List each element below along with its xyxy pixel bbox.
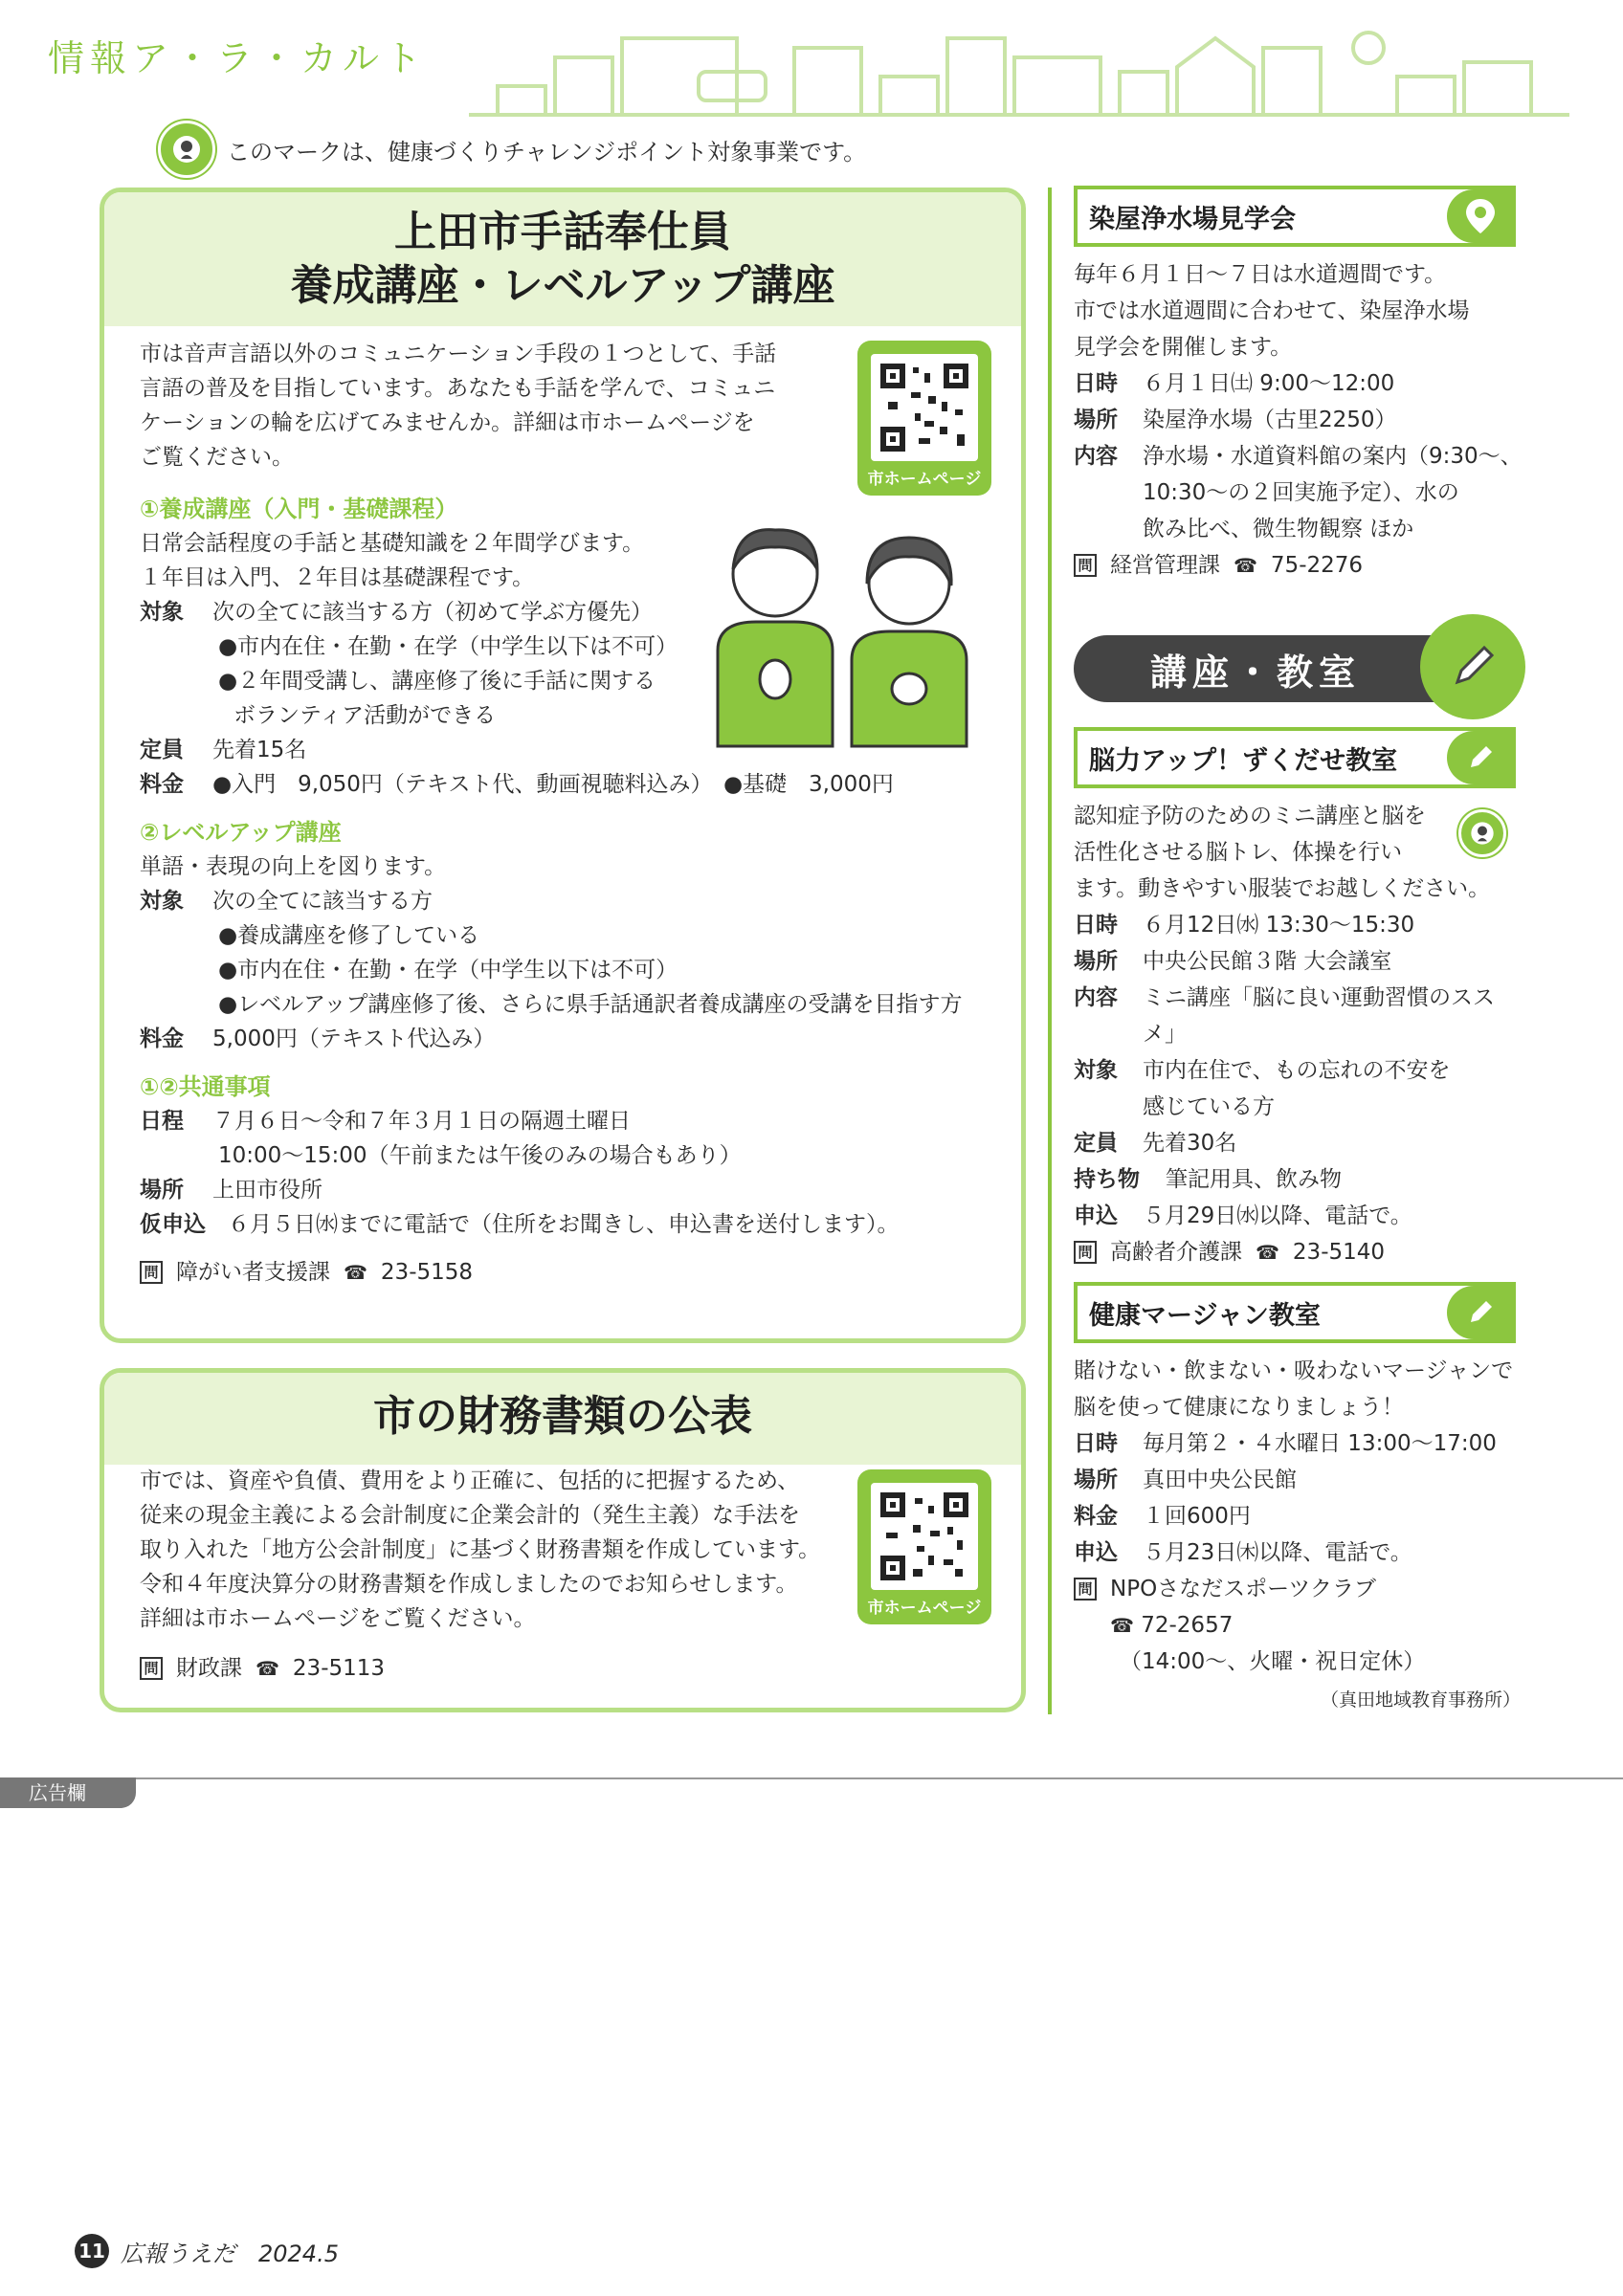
basic-target-bullet: ●市内在住・在勤・在学（中学生以下は不可） (218, 634, 678, 659)
label: 内容 (1074, 444, 1118, 469)
value: ６月12日㈬ 13:30～15:30 (1143, 913, 1415, 938)
somea-date-row (1074, 365, 1523, 402)
brain-target-cont: 感じている方 (1143, 1094, 1275, 1119)
basic-fee-row (140, 767, 1030, 802)
somea-heading (1074, 186, 1516, 247)
finance-line: 市では、資産や負債、費用をより正確に、包括的に把握するため、 (140, 1468, 800, 1493)
contact-dept: 経営管理課 (1110, 553, 1220, 578)
brain-apply-row (1074, 1198, 1523, 1234)
challenge-point-note-text: このマークは、健康づくりチャレンジポイント対象事業です。 (227, 138, 867, 166)
label: 定員 (140, 738, 184, 762)
label: 持ち物 (1074, 1167, 1140, 1192)
label: 対象 (140, 600, 184, 625)
town-skyline-illustration (469, 19, 1569, 124)
common-apply-row (140, 1207, 1030, 1242)
levelup-fee-row (140, 1022, 1030, 1056)
inquiry-icon: 問 (140, 1261, 163, 1284)
publication-name: 広報うえだ 2024.5 (121, 2240, 339, 2267)
levelup-target-bullet: ●養成講座を修了している (218, 923, 480, 948)
brain-line: 活性化させる脳トレ、体操を行い (1074, 840, 1403, 865)
brain-date-row (1074, 907, 1523, 943)
contact-dept: 財政課 (176, 1656, 242, 1681)
value: 中央公民館３階 大会議室 (1143, 949, 1392, 974)
brain-contact (1074, 1234, 1523, 1270)
sign-title-line1: 上田市手話奉仕員 (394, 208, 731, 256)
mahjong-apply-row (1074, 1534, 1523, 1571)
basic-target-bullet: ●２年間受講し、講座修了後に手話に関する (218, 669, 656, 694)
phone-icon: ☎ (1234, 554, 1257, 577)
label: 定員 (1074, 1131, 1118, 1156)
sign-contact (140, 1255, 1030, 1290)
levelup-target-bullet: ●レベルアップ講座修了後、さらに県手話通訳者養成講座の受講を目指す方 (218, 992, 963, 1017)
value: １回600円 (1143, 1504, 1251, 1529)
sign-language-people-illustration (699, 517, 976, 756)
label: 日時 (1074, 913, 1118, 938)
contact-tel: 72-2657 (1141, 1613, 1234, 1638)
phone-icon: ☎ (1110, 1614, 1134, 1637)
finance-line: 詳細は市ホームページをご覧ください。 (140, 1606, 536, 1631)
value: 毎月第２・４水曜日 13:00～17:00 (1143, 1431, 1497, 1456)
health-challenge-mark-icon (1458, 809, 1506, 857)
finance-body (140, 1464, 848, 1686)
qr-label: 市ホームページ (867, 470, 982, 489)
label: 内容 (1074, 985, 1118, 1010)
page-number: 11 (75, 2234, 109, 2268)
label: 仮申込 (140, 1212, 206, 1237)
page-footer (75, 2234, 339, 2268)
qr-label: 市ホームページ (867, 1599, 982, 1618)
label: 日時 (1074, 1431, 1118, 1456)
courses-banner (1074, 635, 1516, 702)
mahjong-tel-row (1074, 1607, 1523, 1644)
value: 次の全てに該当する方 (212, 889, 433, 914)
label: 料金 (140, 1027, 184, 1051)
value: 先着30名 (1143, 1131, 1237, 1156)
sign-intro-line: 言語の普及を目指しています。あなたも手話を学んで、コミュニ (140, 376, 776, 401)
value: 次の全てに該当する方（初めて学ぶ方優先） (212, 600, 653, 625)
contact-tel: 75-2276 (1270, 553, 1364, 578)
phone-icon: ☎ (1256, 1241, 1279, 1264)
finance-contact (140, 1651, 848, 1686)
mahjong-note: （真田地域教育事務所） (1321, 1689, 1522, 1711)
somea-line: 見学会を開催します。 (1074, 335, 1293, 360)
levelup-line: 単語・表現の向上を図ります。 (140, 854, 447, 879)
health-challenge-mark-icon (158, 121, 215, 178)
label: 場所 (1074, 949, 1118, 974)
common-place-row (140, 1173, 1030, 1207)
ad-section-label: 広告欄 (0, 1777, 136, 1808)
somea-line: 市では水道週間に合わせて、染屋浄水場 (1074, 298, 1470, 323)
brain-target-row (1074, 1052, 1523, 1089)
label: 場所 (1074, 408, 1118, 432)
label: 場所 (1074, 1468, 1118, 1492)
value: 真田中央公民館 (1143, 1468, 1297, 1492)
sign-intro (140, 337, 829, 475)
finance-homepage-qr[interactable] (857, 1469, 991, 1624)
label: 日時 (1074, 371, 1118, 396)
section-title-levelup-course: ②レベルアップ講座 (140, 819, 342, 846)
levelup-target-bullet: ●市内在住・在勤・在学（中学生以下は不可） (218, 958, 678, 982)
somea-content-cont: 10:30～の２回実施予定）、水の (1143, 480, 1459, 505)
pencil-icon (1447, 731, 1514, 784)
inquiry-icon: 問 (1074, 554, 1097, 577)
label: 料金 (1074, 1504, 1118, 1529)
finance-line: 従来の現金主義による会計制度に企業会計的（発生主義）な手法を (140, 1503, 800, 1528)
contact-tel: 23-5140 (1292, 1240, 1386, 1265)
somea-line: 毎年６月１日～７日は水道週間です。 (1074, 262, 1447, 287)
somea-content-cont: 飲み比べ、微生物観察 ほか (1143, 517, 1414, 541)
challenge-point-note (158, 121, 866, 178)
basic-course-line: １年目は入門、２年目は基礎課程です。 (140, 565, 535, 590)
label: 日程 (140, 1109, 184, 1134)
section-title-common: ①②共通事項 (140, 1073, 271, 1100)
value: 浄水場・水道資料館の案内（9:30～、 (1143, 444, 1523, 469)
phone-icon: ☎ (344, 1261, 367, 1284)
value: 5,000円（テキスト代込み） (212, 1027, 496, 1051)
mahjong-hours: （14:00～、火曜・祝日定休） (1120, 1649, 1426, 1674)
basic-course-line: 日常会話程度の手話と基礎知識を２年間学びます。 (140, 531, 645, 556)
contact-tel: 23-5158 (380, 1260, 474, 1285)
brain-class-title: 脳力アップ！ずくだせ教室 (1089, 745, 1398, 776)
value: 先着15名 (212, 738, 307, 762)
label: 対象 (140, 889, 184, 914)
phone-icon: ☎ (256, 1657, 279, 1680)
finance-line: 令和４年度決算分の財務書類を作成しましたのでお知らせします。 (140, 1572, 798, 1597)
label: 料金 (140, 772, 184, 797)
brain-place-row (1074, 943, 1523, 980)
label: 申込 (1074, 1203, 1118, 1228)
value: ５月29日㈬以降、電話で。 (1143, 1203, 1412, 1228)
contact-dept: 高齢者介護課 (1110, 1240, 1242, 1265)
sign-homepage-qr[interactable] (857, 341, 991, 496)
value: 上田市役所 (212, 1178, 322, 1203)
finance-line: 取り入れた「地方公会計制度」に基づく財務書類を作成しています。 (140, 1537, 821, 1562)
inquiry-icon: 問 (140, 1657, 163, 1680)
value: 染屋浄水場（古里2250） (1143, 408, 1397, 432)
brain-line: ます。動きやすい服装でお越しください。 (1074, 876, 1491, 901)
map-pin-icon (1447, 189, 1514, 243)
sign-language-course-heading (104, 192, 1021, 326)
mahjong-place-row (1074, 1462, 1523, 1498)
sign-intro-line: ご覧ください。 (140, 445, 294, 470)
common-date-row (140, 1104, 1030, 1138)
mahjong-contact (1074, 1571, 1523, 1607)
basic-target-bullet-cont: ボランティア活動ができる (233, 703, 497, 728)
somea-title: 染屋浄水場見学会 (1089, 204, 1296, 234)
courses-banner-title: 講座・教室 (1150, 651, 1362, 694)
label: 場所 (140, 1178, 184, 1203)
section-header-title: 情報ア・ラ・カルト (48, 37, 428, 79)
contact-org: NPOさなだスポーツクラブ (1110, 1577, 1377, 1601)
sign-intro-line: 市は音声言語以外のコミュニケーション手段の１つとして、手話 (140, 342, 777, 366)
mahjong-class-body (1074, 1353, 1523, 1680)
value: ５月23日㈭以降、電話で。 (1143, 1540, 1412, 1565)
qr-code-icon (871, 354, 978, 461)
sign-title-line2: 養成講座・レベルアップ講座 (290, 261, 835, 310)
mahjong-line: 賭けない・飲まない・吸わないマージャンで (1074, 1358, 1514, 1383)
mahjong-fee-row (1074, 1498, 1523, 1534)
section-title-basic-course: ①養成講座（入門・基礎課程） (140, 496, 458, 522)
brain-content-row (1074, 980, 1523, 1052)
label: 申込 (1074, 1540, 1118, 1565)
value: 筆記用具、飲み物 (1166, 1167, 1342, 1192)
financial-statements-heading: 市の財務書類の公表 (104, 1373, 1021, 1465)
common-time: 10:00～15:00（午前または午後のみの場合もあり） (218, 1143, 742, 1168)
value: ●入門 9,050円（テキスト代、動画視聴料込み） ●基礎 3,000円 (212, 772, 894, 797)
brain-line: 認知症予防のためのミニ講座と脳を (1074, 804, 1426, 828)
value: ミニ講座「脳に良い運動習慣のススメ」 (1143, 985, 1495, 1047)
value: ７月６日～令和７年３月１日の隔週土曜日 (212, 1109, 631, 1134)
contact-tel: 23-5113 (292, 1656, 386, 1681)
value: ６月５日㈬までに電話で（住所をお聞きし、申込書を送付します）。 (228, 1212, 900, 1237)
label: 対象 (1074, 1058, 1118, 1083)
inquiry-icon: 問 (1074, 1241, 1097, 1264)
somea-content-row (1074, 438, 1523, 475)
somea-place-row (1074, 402, 1523, 438)
mahjong-date-row (1074, 1425, 1523, 1462)
mahjong-class-heading (1074, 1282, 1516, 1343)
brain-capacity-row (1074, 1125, 1523, 1161)
qr-code-icon (871, 1483, 978, 1590)
brain-class-heading (1074, 727, 1516, 788)
value: 市内在住で、もの忘れの不安を (1143, 1058, 1451, 1083)
somea-contact (1074, 547, 1523, 584)
pencil-icon (1420, 614, 1525, 719)
levelup-target-row (140, 884, 1030, 918)
mahjong-line: 脳を使って健康になりましょう！ (1074, 1395, 1404, 1420)
pencil-icon (1447, 1286, 1514, 1339)
value: ６月１日㈯ 9:00～12:00 (1143, 371, 1395, 396)
mahjong-class-title: 健康マージャン教室 (1089, 1300, 1321, 1331)
ad-section-divider (0, 1777, 1623, 1779)
contact-dept: 障がい者支援課 (176, 1260, 330, 1285)
somea-body (1074, 256, 1523, 584)
inquiry-icon: 問 (1074, 1578, 1097, 1601)
brain-class-body (1074, 798, 1523, 1270)
brain-bring-row (1074, 1161, 1523, 1198)
column-divider (1048, 188, 1052, 1714)
sign-intro-line: ケーションの輪を広げてみませんか。詳細は市ホームページを (140, 410, 755, 435)
